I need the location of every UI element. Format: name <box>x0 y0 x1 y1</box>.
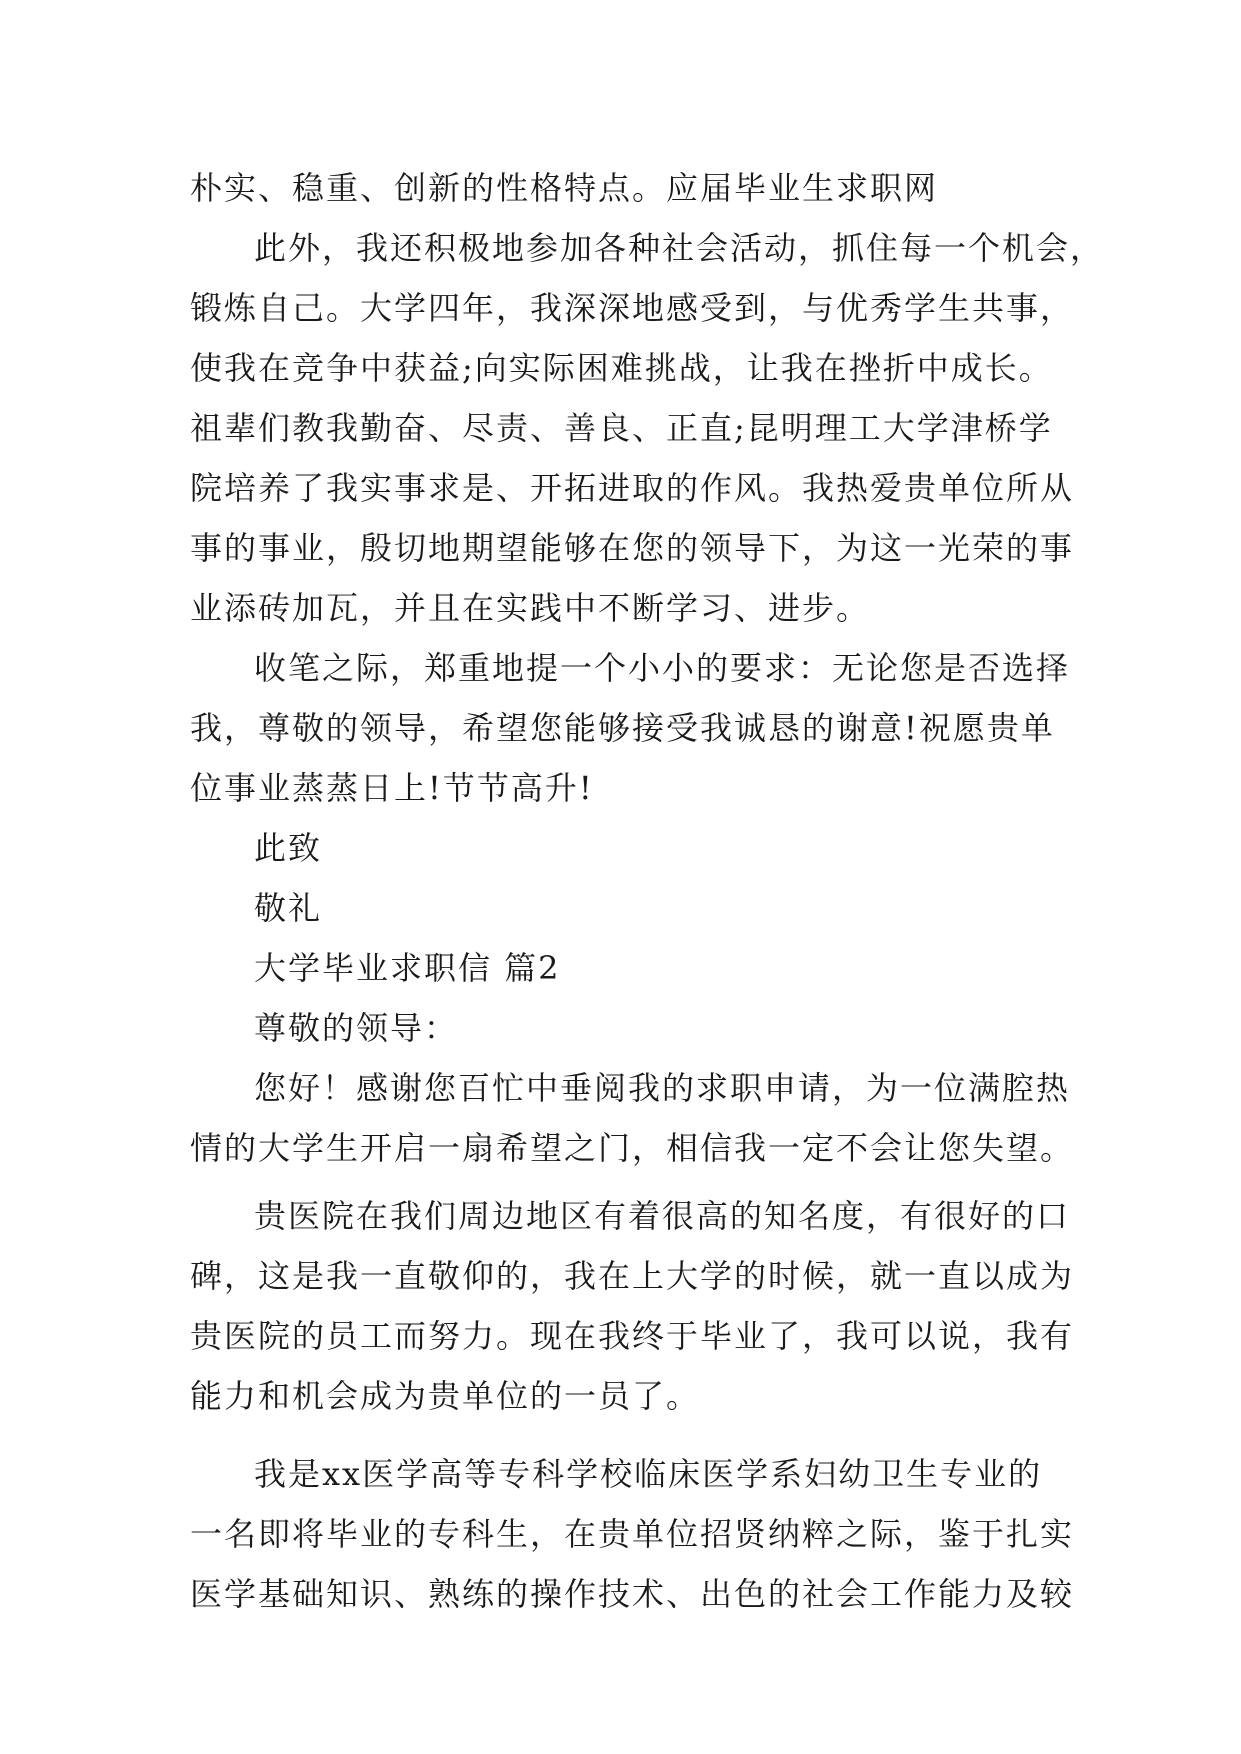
section-heading: 大学毕业求职信 篇2 <box>254 949 561 987</box>
text-line: 能力和机会成为贵单位的一员了。 <box>190 1377 701 1415</box>
text-line: 碑，这是我一直敬仰的，我在上大学的时候，就一直以成为 <box>190 1257 1075 1295</box>
text-line: 锻炼自己。大学四年，我深深地感受到，与优秀学生共事， <box>190 289 1075 327</box>
paragraph-gap <box>190 1178 1070 1186</box>
paragraph-start-line: 收笔之际，郑重地提一个小小的要求：无论您是否选择 <box>254 649 1071 687</box>
paragraph-start-line: 您好！感谢您百忙中垂阅我的求职申请，为一位满腔热 <box>254 1069 1071 1107</box>
text-line: 使我在竞争中获益;向实际困难挑战，让我在挫折中成长。 <box>190 349 1053 387</box>
text-line: 医学基础知识、熟练的操作技术、出色的社会工作能力及较 <box>190 1575 1075 1613</box>
greeting-line: 尊敬的领导： <box>254 1009 459 1047</box>
paragraph-start-line: 我是xx医学高等专科学校临床医学系妇幼卫生专业的 <box>254 1455 1043 1493</box>
text-line: 一名即将毕业的专科生，在贵单位招贤纳粹之际，鉴于扎实 <box>190 1515 1075 1553</box>
text-line: 业添砖加瓦，并且在实践中不断学习、进步。 <box>190 589 871 627</box>
text-line: 我，尊敬的领导，希望您能够接受我诚恳的谢意!祝愿贵单 <box>190 709 1055 747</box>
text-line: 贵医院的员工而努力。现在我终于毕业了，我可以说，我有 <box>190 1317 1075 1355</box>
closing-regards: 敬礼 <box>254 889 323 927</box>
document-body <box>190 158 1105 1624</box>
closing-salutation: 此致 <box>254 829 323 867</box>
paragraph-gap <box>190 1426 1070 1444</box>
text-line: 情的大学生开启一扇希望之门，相信我一定不会让您失望。 <box>190 1129 1075 1167</box>
paragraph-start-line: 此外，我还积极地参加各种社会活动，抓住每一个机会， <box>254 229 1105 267</box>
text-line: 朴实、稳重、创新的性格特点。应届毕业生求职网 <box>190 169 939 207</box>
paragraph-start-line: 贵医院在我们周边地区有着很高的知名度，有很好的口 <box>254 1197 1071 1235</box>
text-line: 事的事业，殷切地期望能够在您的领导下，为这一光荣的事 <box>190 529 1075 567</box>
text-line: 院培养了我实事求是、开拓进取的作风。我热爱贵单位所从 <box>190 469 1075 507</box>
text-line: 位事业蒸蒸日上!节节高升! <box>190 769 594 807</box>
text-line: 祖辈们教我勤奋、尽责、善良、正直;昆明理工大学津桥学 <box>190 409 1053 447</box>
